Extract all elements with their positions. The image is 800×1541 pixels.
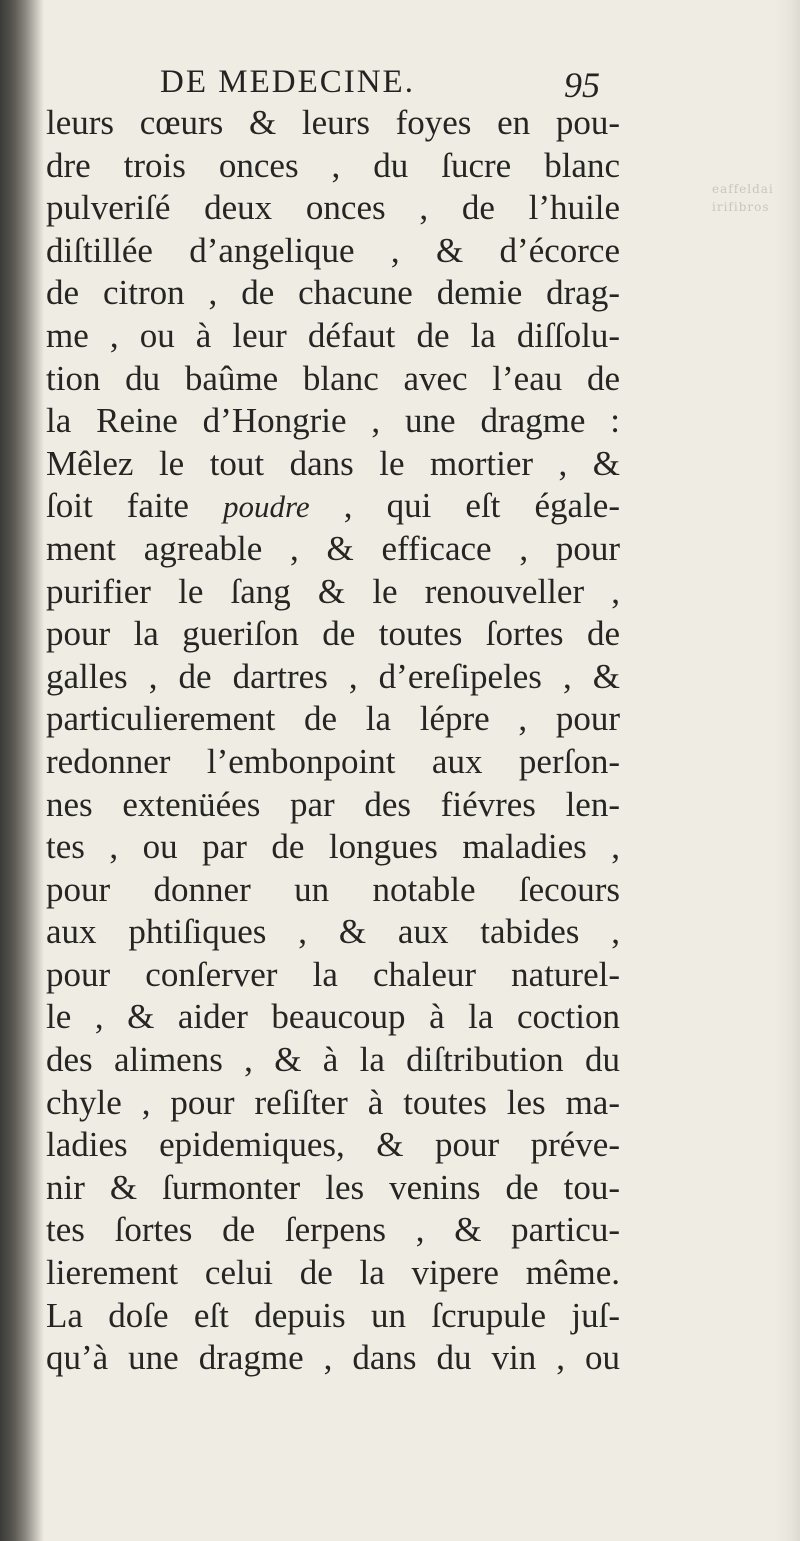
text-line: tion du baûme blanc avec l’eau de (46, 358, 620, 398)
text-line: galles , de dartres , d’ereſipeles , & (46, 656, 620, 696)
text-line: pour conſerver la chaleur naturel- (46, 954, 620, 994)
text-line: purifier le ſang & le renouveller , (46, 571, 620, 611)
text-line: Mêlez le tout dans le mortier , & (46, 443, 620, 483)
text-line: nir & ſurmonter les venins de tou- (46, 1167, 620, 1207)
text-line: la Reine d’Hongrie , une dragme : (46, 401, 620, 441)
body-text (46, 102, 620, 1380)
text-line: me , ou à leur défaut de la diſſolu- (46, 315, 620, 355)
text-line: nes extenüées par des fiévres len- (46, 784, 620, 824)
text-line: ſoit faite poudre , qui eſt égale- (46, 486, 620, 526)
text-line: chyle , pour reſiſter à toutes les ma- (46, 1082, 620, 1122)
text-line: leurs cœurs & leurs foyes en pou- (46, 103, 620, 142)
text-line: ment agreable , & efficace , pour (46, 528, 620, 568)
text-line: tes ſortes de ſerpens , & particu- (46, 1210, 620, 1250)
running-head: DE MEDECINE. (160, 64, 415, 100)
text-line: La doſe eſt depuis un ſcrupule juſ- (46, 1295, 620, 1335)
text-line: de citron , de chacune demie drag- (46, 273, 620, 313)
text-line: redonner l’embonpoint aux perſon- (46, 741, 620, 781)
text-line: qu’à une dragme , dans du vin , ou (46, 1338, 620, 1378)
text-line: dre trois onces , du ſucre blanc (46, 145, 620, 185)
text-line: tes , ou par de longues maladies , (46, 827, 620, 867)
text-line: des alimens , & à la diſtribution du (46, 1040, 620, 1080)
page-number: 95 (564, 65, 600, 105)
text-line: le , & aider beaucoup à la coction (46, 997, 620, 1037)
text-line: pour donner un notable ſecours (46, 869, 620, 909)
bleed-through-text: eaffeldai irifibros (712, 182, 774, 214)
page-edge-shadow (774, 0, 800, 1541)
book-spine-shadow (0, 0, 44, 1541)
text-line: ladies epidemiques, & pour préve- (46, 1125, 620, 1165)
text-line: pour la gueriſon de toutes ſortes de (46, 614, 620, 654)
text-line: pulveriſé deux onces , de l’huile (46, 188, 620, 228)
text-line: diſtillée d’angelique , & d’écorce (46, 230, 620, 270)
text-line: aux phtiſiques , & aux tabides , (46, 912, 620, 952)
page-header (160, 64, 640, 104)
italic-word: poudre (223, 489, 310, 525)
text-line: lierement celui de la vipere même. (46, 1253, 620, 1293)
text-line: particulierement de la lépre , pour (46, 699, 620, 739)
